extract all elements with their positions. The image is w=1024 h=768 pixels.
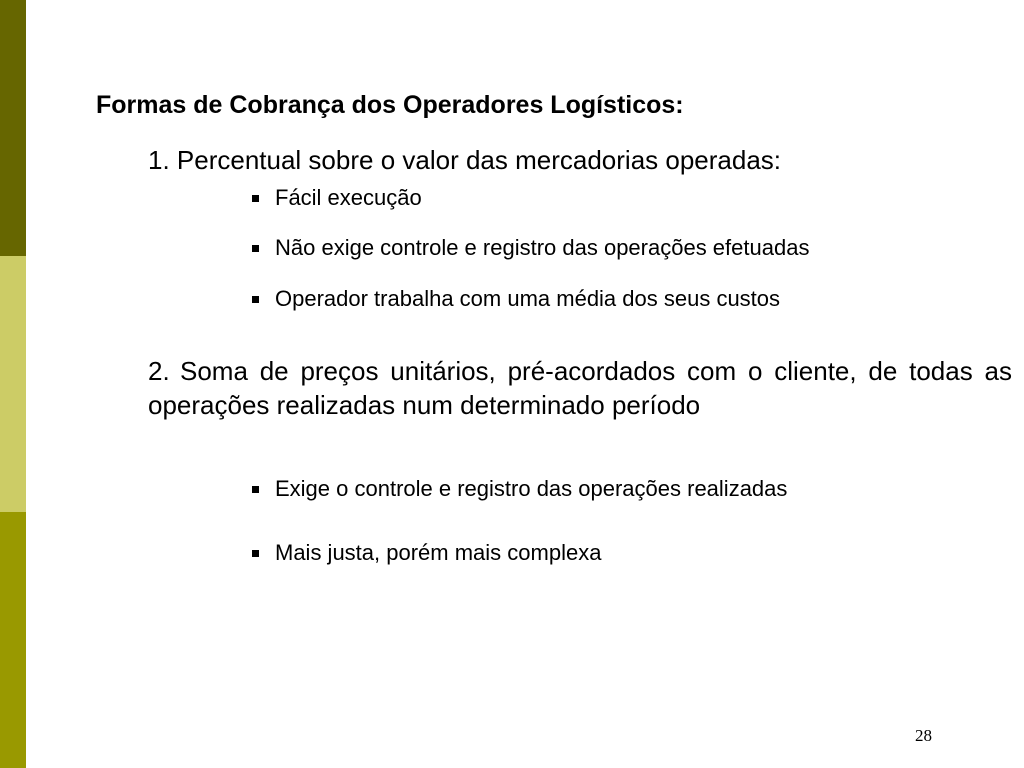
slide-title: Formas de Cobrança dos Operadores Logísticos:	[96, 91, 684, 119]
side-bar-middle-segment	[0, 256, 26, 512]
decorative-side-bar	[0, 0, 26, 768]
square-bullet-icon	[252, 296, 259, 303]
side-bar-bottom-segment	[0, 512, 26, 768]
bullet-text: Mais justa, porém mais complexa	[275, 540, 602, 565]
bullet-item	[252, 233, 809, 263]
bullet-text: Não exige controle e registro das operações efetuadas	[275, 235, 810, 260]
bullet-item	[252, 183, 422, 213]
square-bullet-icon	[252, 245, 259, 252]
bullet-text: Fácil execução	[275, 185, 422, 210]
list-item-2-text: Soma de preços unitários, pré-acordados com o cliente, de todas as operações realizadas num determinado período	[148, 356, 1012, 420]
bullet-item	[252, 284, 780, 314]
list-item-2-number: 2.	[148, 356, 170, 386]
list-item-2	[148, 354, 1012, 422]
bullet-text: Operador trabalha com uma média dos seus custos	[275, 286, 781, 311]
bullet-item	[252, 474, 787, 504]
bullet-text: Exige o controle e registro das operações realizadas	[275, 476, 788, 501]
square-bullet-icon	[252, 486, 259, 493]
square-bullet-icon	[252, 550, 259, 557]
page-number: 28	[915, 726, 932, 745]
list-item-1: 1. Percentual sobre o valor das mercadorias operadas:	[148, 145, 782, 175]
side-bar-top-segment	[0, 0, 26, 256]
square-bullet-icon	[252, 195, 259, 202]
bullet-item	[252, 538, 601, 568]
